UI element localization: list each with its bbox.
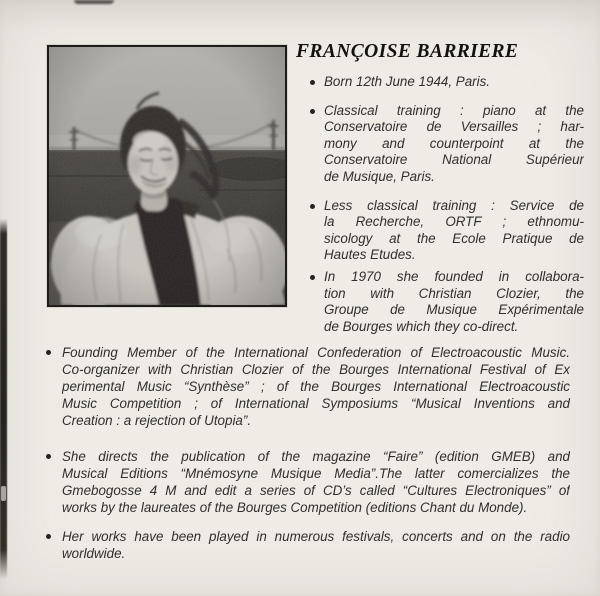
bullet-text — [324, 74, 584, 91]
scan-artifact-top — [74, 0, 114, 4]
text-line: Conservatoire National Supérieur — [324, 152, 584, 168]
text-line: Groupe de Musique Expérimentale — [324, 302, 584, 318]
bullet-icon — [310, 204, 315, 209]
text-line: sicology at the Ecole Pratique de — [324, 230, 584, 246]
text-line: Hautes Etudes. — [324, 247, 416, 263]
bullet-item-born — [310, 74, 584, 91]
text-line: Classical training : piano at the — [324, 102, 584, 118]
bullet-icon — [46, 454, 51, 459]
text-line: Musical Editions “Mnémosyne Musique Media”.The latter comercializes the — [62, 466, 570, 481]
bullet-item-founded-1970 — [310, 269, 584, 335]
text-line: Her works have been played in numerous festivals, concerts and on the radio — [62, 529, 570, 544]
bullet-icon — [310, 80, 315, 85]
bio-column-bottom — [46, 344, 570, 581]
text-line: Less classical training : Service de — [324, 197, 584, 213]
scan-artifact-left-edge — [0, 219, 7, 579]
text-line: Born 12th June 1944, Paris. — [324, 74, 491, 89]
portrait-photo-art — [49, 47, 285, 305]
bullet-icon — [310, 275, 315, 280]
text-line: la Recherche, ORTF ; ethnomu- — [324, 214, 584, 230]
text-line: Gmebogosse 4 M and edit a series of CD’s called “Cultures Electroniques” of — [62, 483, 570, 498]
bullet-item-publications — [46, 448, 570, 516]
text-line: tion with Christian Clozier, the — [324, 285, 584, 301]
bullet-item-founding-member — [46, 344, 570, 429]
text-line: In 1970 she founded in collabora- — [324, 268, 584, 284]
bullet-icon — [310, 109, 315, 114]
bullet-text — [62, 528, 570, 562]
bullet-item-classical-training — [310, 103, 584, 186]
text-line: She directs the publication of the magazine “Faire” (edition GMEB) and — [62, 449, 570, 464]
bullet-text — [324, 103, 584, 186]
page-title: FRANÇOISE BARRIERE — [296, 41, 519, 62]
bullet-item-less-classical-training — [310, 198, 584, 264]
bullet-icon — [46, 350, 51, 355]
photo-vignette-overlay — [49, 47, 285, 305]
text-line: worldwide. — [62, 546, 126, 561]
bullet-text — [324, 269, 584, 335]
text-line: Co-organizer with Christian Clozier of the Bourges International Festival of Ex — [62, 362, 570, 377]
bullet-icon — [46, 534, 51, 539]
portrait-photo — [47, 45, 287, 307]
text-line: de Bourges which they co-direct. — [324, 318, 519, 334]
text-line: de Musique, Paris. — [324, 168, 435, 184]
text-line: Music Competition ; of International Symposiums “Musical Inventions and — [62, 396, 570, 411]
bullet-text — [62, 448, 570, 516]
bullet-text — [62, 344, 570, 429]
bullet-item-works-played — [46, 528, 570, 562]
bullet-text — [324, 198, 584, 264]
text-line: perimental Music “Synthèse” ; of the Bourges International Electroacoustic — [62, 379, 570, 394]
bio-column-right — [310, 74, 584, 347]
text-line: works by the laureates of the Bourges Competition (editions Chant du Monde). — [62, 500, 528, 515]
text-line: Founding Member of the International Confederation of Electroacoustic Music. — [62, 345, 570, 360]
text-line: mony and counterpoint at the — [324, 135, 584, 151]
scan-artifact-speck — [1, 486, 6, 501]
text-line: Conservatoire de Versailles ; har- — [324, 119, 584, 135]
text-line: Creation : a rejection of Utopia”. — [62, 413, 252, 428]
